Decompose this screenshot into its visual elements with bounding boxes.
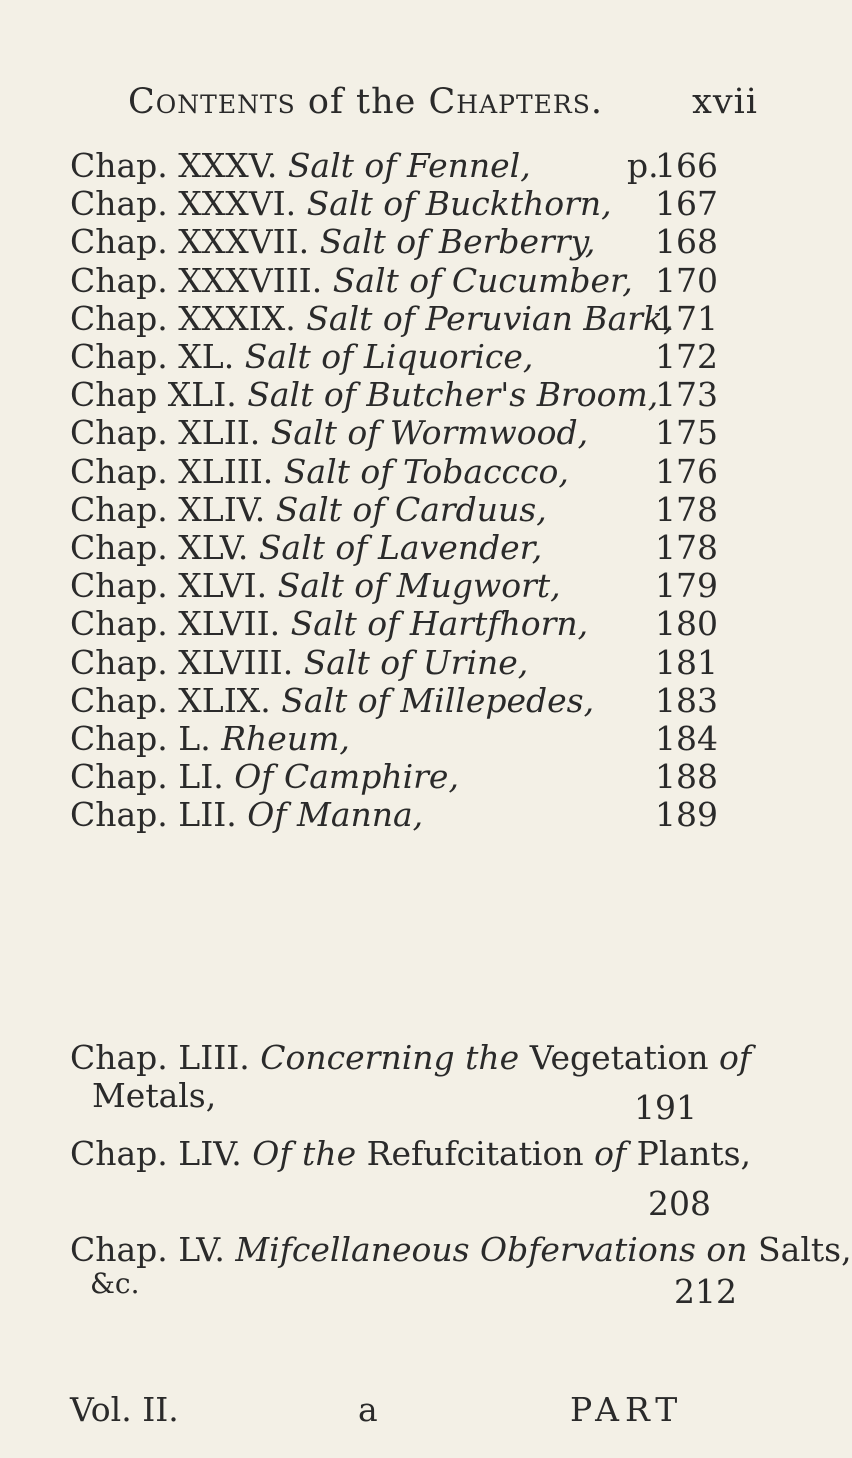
page-number: 166 xyxy=(655,146,718,185)
page-number: 172 xyxy=(655,337,718,376)
toc-entry-label xyxy=(70,791,423,839)
chapter-number: Chap. XL. xyxy=(70,337,235,376)
chapter-number: Chap. XLIV. xyxy=(70,489,266,529)
chapter-title: Salt of Carduus, xyxy=(275,489,547,529)
chapter-number: Chap. XLIX. xyxy=(70,680,271,720)
chapter-number: Chap. XXXIX. xyxy=(70,298,296,338)
header-of-the: of the xyxy=(307,82,417,122)
page-number: 168 xyxy=(655,222,718,262)
chapter-number: Chap. XLII. xyxy=(70,413,261,453)
page-number: 189 xyxy=(655,795,718,835)
page-number: 175 xyxy=(655,413,718,453)
chapter-number: Chap. XXXVI. xyxy=(70,184,297,224)
chapter-title: Salt of Peruvian Bark, xyxy=(306,298,674,338)
running-header xyxy=(128,82,758,130)
chapter-title-end: of xyxy=(719,1038,752,1077)
chapter-title: Salt of Urine, xyxy=(303,642,529,682)
header-page-number: xvii xyxy=(692,82,758,122)
toc-entry-liii-line2: Metals, xyxy=(92,1076,217,1115)
toc-entry-liv-page: 208 xyxy=(648,1184,711,1223)
chapter-title: Of Camphire, xyxy=(234,757,459,797)
chapter-number: Chap. XLVIII. xyxy=(70,642,294,682)
page-number: 178 xyxy=(655,528,718,567)
chapter-number: Chap. XXXVIII. xyxy=(70,260,323,300)
chapter-number: Chap. XLIII. xyxy=(70,451,274,491)
chapter-number: Chap. XXXVII. xyxy=(70,222,310,262)
header-title xyxy=(128,82,603,122)
chapter-number: Chap. XLVII. xyxy=(70,604,281,644)
signature-mark: a xyxy=(358,1390,378,1429)
page-number: 183 xyxy=(655,680,718,720)
chapter-title: Rheum, xyxy=(221,719,350,758)
page-number: 173 xyxy=(655,375,718,415)
toc-entry-liv-line1 xyxy=(70,1130,751,1178)
chapter-number: Chap. XLVI. xyxy=(70,566,268,606)
page-number: 167 xyxy=(655,184,718,224)
catchword: PART xyxy=(570,1390,684,1429)
chapter-title: Salt of Tobaccco, xyxy=(283,451,569,491)
page-number: 171 xyxy=(655,298,718,338)
chapter-number: Chap. LI. xyxy=(70,757,224,797)
chapter-title: Salt of Cucumber, xyxy=(332,260,633,300)
chapter-title-italic: Of the xyxy=(252,1134,357,1173)
toc-entry-lv-page: 212 xyxy=(674,1272,737,1311)
chapter-title: Salt of Lavender, xyxy=(258,528,543,567)
chapter-number: Chap. LV. xyxy=(70,1230,225,1269)
page-number: 188 xyxy=(655,757,718,797)
header-chapters: Chapters. xyxy=(428,82,603,122)
chapter-number: Chap. XLV. xyxy=(70,528,249,567)
chapter-number: Chap. LIII. xyxy=(70,1038,250,1077)
chapter-title: Salt of Liquorice, xyxy=(244,337,534,376)
chapter-number: Chap XLI. xyxy=(70,375,237,415)
page-number: 184 xyxy=(655,719,718,758)
chapter-title-roman: Salts, xyxy=(758,1230,852,1269)
chapter-title-end: Plants, xyxy=(636,1134,752,1173)
volume-label: Vol. II. xyxy=(70,1390,179,1429)
toc-entry-lv-line2: &c. xyxy=(90,1267,140,1300)
chapter-title: Salt of Buckthorn, xyxy=(306,184,612,224)
chapter-title: Salt of Millepedes, xyxy=(281,680,595,720)
chapter-title: Of Manna, xyxy=(247,795,424,835)
toc-entry-lv-line1 xyxy=(70,1226,852,1274)
page-number: 176 xyxy=(655,451,718,491)
toc-entry-liii-page: 191 xyxy=(634,1088,697,1127)
chapter-number: Chap. LIV. xyxy=(70,1134,242,1173)
page-prefix: p. xyxy=(627,146,659,185)
chapter-title: Salt of Butcher's Broom, xyxy=(247,375,659,415)
chapter-title: Salt of Fennel, xyxy=(287,146,531,185)
chapter-number: Chap. LII. xyxy=(70,795,237,835)
chapter-title-roman: Refufcitation xyxy=(366,1134,584,1173)
chapter-title-roman: Vegetation xyxy=(529,1038,709,1077)
page-number: 179 xyxy=(655,566,718,606)
chapter-title-italic: Mifcellaneous Obfervations on xyxy=(235,1230,748,1269)
chapter-title: Salt of Hartfhorn, xyxy=(290,604,589,644)
chapter-number: Chap. L. xyxy=(70,719,211,758)
page-number: 181 xyxy=(655,642,718,682)
chapter-title: Salt of Berberry, xyxy=(319,222,596,262)
page-number: 170 xyxy=(655,260,718,300)
chapter-title-of: of xyxy=(594,1134,627,1173)
header-contents: Contents xyxy=(128,82,296,122)
page-number: 180 xyxy=(655,604,718,644)
chapter-title-italic: Concerning the xyxy=(260,1038,520,1077)
page-number: 178 xyxy=(655,489,718,529)
chapter-title: Salt of Mugwort, xyxy=(277,566,561,606)
chapter-title: Salt of Wormwood, xyxy=(270,413,589,453)
chapter-number: Chap. XXXV. xyxy=(70,146,278,185)
page-footer xyxy=(70,1390,730,1440)
